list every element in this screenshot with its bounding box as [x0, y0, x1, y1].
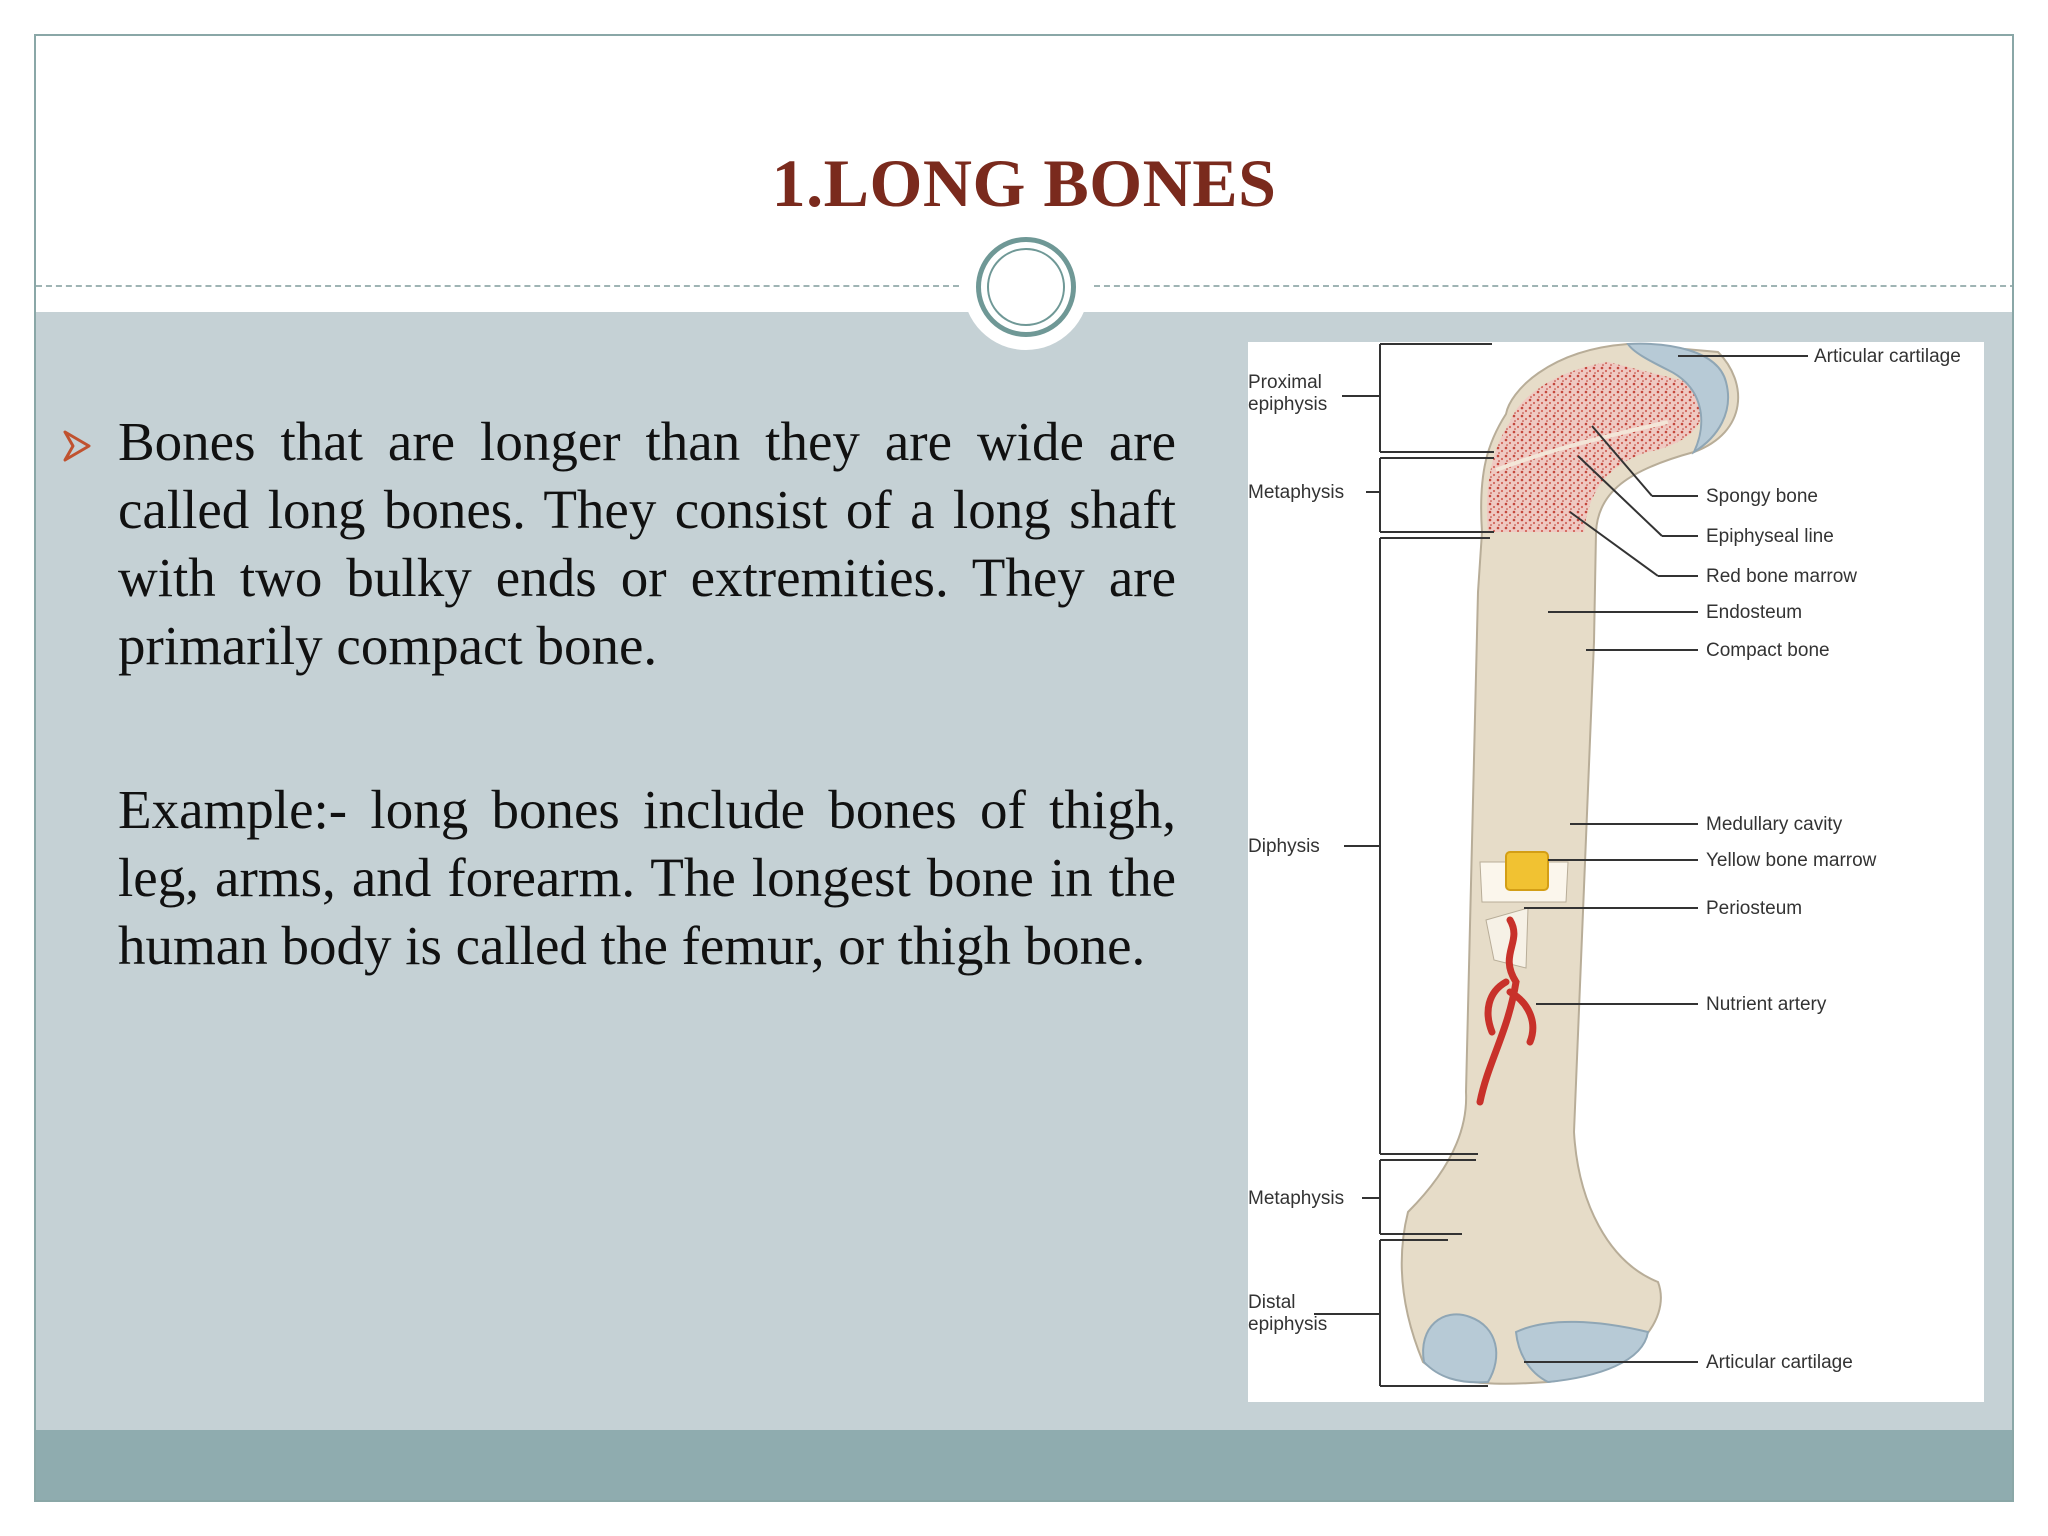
label-metaphysis-bottom: Metaphysis — [1248, 1188, 1345, 1209]
label-articular-cartilage-top: Articular cartilage — [1814, 346, 1961, 367]
label-epiphyseal-line: Epiphyseal line — [1706, 526, 1834, 547]
label-periosteum: Periosteum — [1706, 898, 1803, 919]
label-articular-cartilage-bottom: Articular cartilage — [1706, 1352, 1853, 1373]
label-spongy-bone: Spongy bone — [1706, 486, 1818, 507]
circle-ornament-inner — [987, 248, 1065, 326]
femur-anatomy-illustration — [1248, 342, 1984, 1402]
title-divider-left — [36, 285, 959, 287]
label-nutrient-artery: Nutrient artery — [1706, 994, 1827, 1015]
label-metaphysis-top: Metaphysis — [1248, 482, 1345, 503]
slide — [34, 34, 2014, 1502]
paragraph-example: Example:- long bones include bones of thigh, leg, arms, and forearm. The longest bone in the human body is called the femur, or thigh bone. — [118, 779, 1176, 976]
circle-ornament-icon — [976, 237, 1076, 337]
label-compact-bone: Compact bone — [1706, 640, 1830, 661]
label-distal: Distal — [1248, 1292, 1296, 1313]
title-divider-right — [1094, 285, 2014, 287]
yellow-bone-marrow — [1506, 852, 1548, 890]
label-medullary-cavity: Medullary cavity — [1706, 814, 1843, 835]
long-bone-diagram — [1248, 342, 1984, 1402]
label-distal-epiphysis: epiphysis — [1248, 1314, 1328, 1335]
slide-title: 1.LONG BONES — [771, 145, 1277, 221]
paragraph-definition: Bones that are longer than they are wide are called long bones. They consist of a long shaft with two bulky ends or extremities. They are primarily compact bone. — [118, 411, 1176, 676]
label-proximal-epiphysis: epiphysis — [1248, 394, 1328, 415]
bullet-arrow-icon — [62, 428, 92, 464]
label-red-bone-marrow: Red bone marrow — [1706, 566, 1858, 587]
label-endosteum: Endosteum — [1706, 602, 1803, 623]
footer-band — [36, 1430, 2012, 1502]
label-yellow-bone-marrow: Yellow bone marrow — [1706, 850, 1877, 871]
label-proximal: Proximal — [1248, 372, 1322, 393]
label-diphysis: Diphysis — [1248, 836, 1320, 857]
